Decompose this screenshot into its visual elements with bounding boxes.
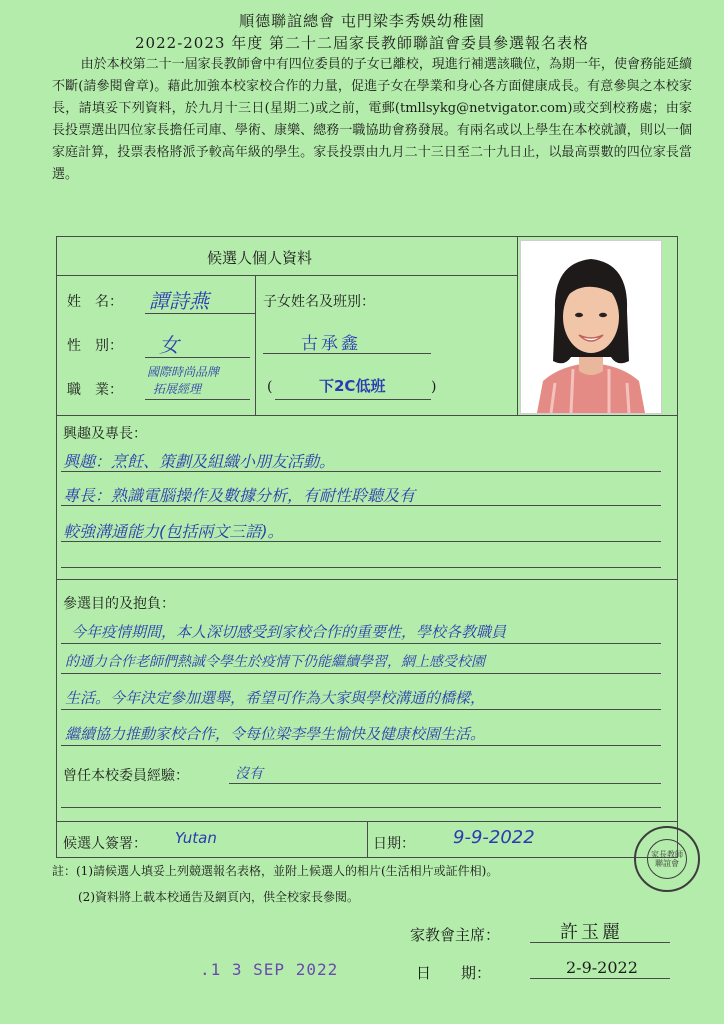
portrait-image [521,241,661,413]
class-open-paren: ( [267,379,273,395]
association-seal [634,826,700,892]
occupation-value-line2: 拓展經理 [153,382,202,396]
gender-value: 女 [159,333,179,357]
form-title: 2022-2023 年度 第二十二屆家長教師聯誼會委員參選報名表格 [135,34,589,52]
gender-label: 性 別： [67,338,123,354]
intro-paragraph: 由於本校第二十一屆家長教師會中有四位委員的子女已離校，現進行補選該職位，為期一年，使會務能延續不斷(請參閱會章)。藉此加強本校家校合作的力量，促進子女在學業和身心各方面健康成長。有意參與之本校家長，請填妥下列資料，於九月十三日(星期二)或之前，電郵(tmllsykg@netvigator.com)或交到校務處；由家長投票選出四位家長擔任司庫、學術、康樂、總務一職協助會務發展。有兩名或以上學生在本校就讀，則以一個家庭計算，投票表格將派予較高年級的學生。家長投票由九月二十三日至二十九日止，以最高票數的四位家長當選。 [52,57,692,182]
chair-value: 許玉麗 [560,922,623,943]
section-title: 候選人個人資料 [207,249,313,267]
note-2: (2)資料將上載本校通告及網頁內，供全校家長參閱。 [78,890,360,904]
occupation-label: 職 業： [67,382,123,398]
interests-line3: 較強溝通能力(包括兩文三語)。 [63,522,284,541]
interests-line1: 興趣：烹飪、策劃及組織小朋友活動。 [63,452,336,471]
class-close-paren: ) [431,379,437,395]
child-label: 子女姓名及班別： [263,294,375,310]
note-1: 註：(1)請候選人填妥上列競選報名表格，並附上候選人的相片(生活相片或証件相)。 [52,864,499,878]
date-value: 9-9-2022 [453,827,535,848]
footer-date-value: 2-9-2022 [566,958,638,977]
school-name: 順德聯誼總會 屯門梁李秀娛幼稚園 [239,12,485,30]
footer-date-label: 日 期： [416,964,492,982]
interests-label: 興趣及專長： [63,426,147,442]
child-name: 古承鑫 [301,334,361,354]
signature-label: 候選人簽署： [63,836,147,852]
date-label: 日期： [373,836,415,852]
experience-value: 沒有 [235,766,263,782]
goals-line3: 生活。今年決定參加選舉，希望可作為大家與學校溝通的橋樑， [65,689,486,707]
occupation-value-line1: 國際時尚品牌 [147,365,220,379]
name-value: 譚詩燕 [149,289,209,313]
experience-label: 曾任本校委員經驗： [63,768,189,784]
footer-date-underline [530,978,670,979]
candidate-photo [520,240,662,414]
received-date-stamp: .1 3 SEP 2022 [200,960,339,979]
goals-line1: 今年疫情期間，本人深切感受到家校合作的重要性，學校各教職員 [71,623,507,641]
goals-label: 參選目的及抱負： [63,596,175,612]
chair-underline [530,942,670,943]
class-value: 下2C低班 [319,377,386,395]
seal-center: 家長教師 聯誼會 [647,839,687,879]
name-label: 姓 名： [67,294,123,310]
interests-line2: 專長：熟識電腦操作及數據分析，有耐性聆聽及有 [63,486,416,505]
chair-label: 家教會主席： [410,926,501,944]
goals-line4: 繼續協力推動家校合作，令每位梁李學生愉快及健康校園生活。 [65,725,486,743]
signature-value: Yutan [175,829,217,847]
goals-line2: 的通力合作老師們熱誠令學生於疫情下仍能繼續學習，網上感受校園 [65,654,485,670]
